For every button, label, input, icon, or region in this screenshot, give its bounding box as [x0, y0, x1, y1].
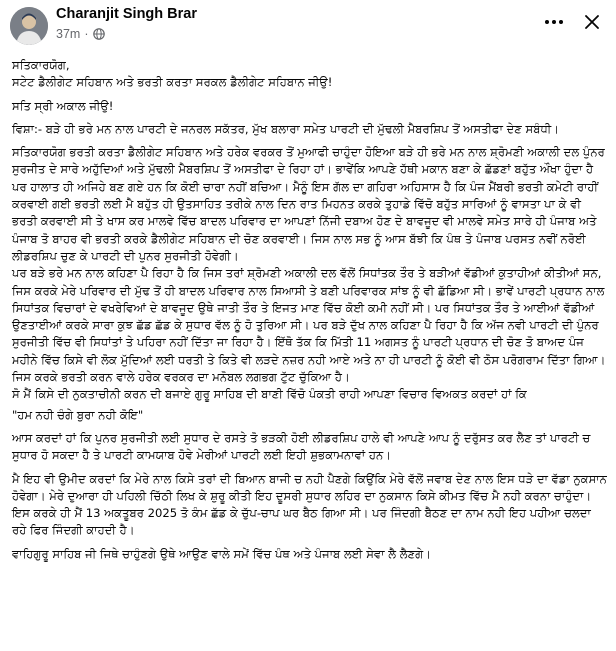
post-header: [0, 0, 616, 56]
salutation: ਸਤਿ ਸ੍ਰੀ ਅਕਾਲ ਜੀਉ!: [12, 98, 114, 113]
expectation-paragraph: ਮੈ ਇਹ ਵੀ ਉਮੀਦ ਕਰਦਾਂ ਕਿ ਮੇਰੇ ਨਾਲ ਕਿਸੇ ਤਰਾਂ ਦੀ ਬਿਆਨ ਬਾਜੀ ਚ ਨਹੀ ਪੈਣਗੇ ਕਿਉਂਕਿ ਮੇਰੇ ਵੱਲੋਂ ਜਵਾਬ ਦੇਣ ਨਾਲ ਇਸ ਧੜੇ ਦਾ ਵੱਡਾ ਨੁਕਸਾਨ ਹੋਵੇਗਾ। ਮੇਰੇ ਦੁਆਰਾ ਹੀ ਪਹਿਲੀ ਚਿੱਠੀ ਲਿਖ ਕੇ ਸ਼ੁਰੂ ਕੀਤੀ ਇਹ ਦੂਸਰੀ ਸੁਧਾਰ ਲਹਿਰ ਦਾ ਨੁਕਸਾਨ ਕਿਸੇ ਕੀਮਤ ਵਿੱਚ ਮੈ ਨਹੀ ਕਰਨਾ ਚਾਹੁੰਦਾ। ਇਸ ਕਰਕੇ ਹੀ ਮੈਂ 13 ਅਕਤੂਬਰ 2025 ਤੋ ਕੰਮ ਛੱਡ ਕੇ ਚੁੱਪ-ਚਾਪ ਘਰ ਬੈਠ ਗਿਆ ਸੀ। ਪਰ ਜਿੰਦਗੀ ਬੈਠਣ ਦਾ ਨਾਮ ਨਹੀ ਇਹ ਪਹੀਆ ਚਲਦਾ ਰਹੇ ਫਿਰ ਜਿੰਦਗੀ ਕਾਹਦੀ ਹੈ।: [12, 471, 607, 538]
closing-line: ਵਾਹਿਗੁਰੂ ਸਾਹਿਬ ਜੀ ਜਿਥੇ ਚਾਹੁੰਣਗੇ ਉਥੇ ਆਉਣ ਵਾਲੇ ਸਮੇਂ ਵਿੱਚ ਪੰਥ ਅਤੇ ਪੰਜਾਬ ਲਈ ਸੇਵਾ ਲੈ ਲੈਣਗੇ।: [12, 546, 432, 561]
close-icon[interactable]: [582, 12, 602, 32]
subject-line: ਵਿਸ਼ਾ:- ਬੜੇ ਹੀ ਭਰੇ ਮਨ ਨਾਲ ਪਾਰਟੀ ਦੇ ਜਨਰਲ ਸਕੱਤਰ, ਮੁੱਖ ਬਲਾਰਾ ਸਮੇਤ ਪਾਰਟੀ ਦੀ ਮੁੱਢਲੀ ਮੈਬਰਸ਼ਿਪ ਤੋਂ ਅਸਤੀਫਾ ਦੇਣ ਸਬੰਧੀ।: [12, 121, 560, 136]
globe-icon[interactable]: [93, 28, 105, 40]
avatar[interactable]: [10, 7, 48, 45]
post-body: [12, 57, 608, 569]
post-time[interactable]: 37m: [56, 27, 81, 41]
post-actions: [542, 10, 602, 34]
more-icon[interactable]: [542, 10, 566, 34]
post-meta: [56, 27, 105, 41]
quote-line: "ਹਮ ਨਹੀ ਚੰਗੇ ਬੁਰਾ ਨਹੀ ਕੋਇ": [12, 407, 144, 422]
meta-separator: ·: [84, 27, 89, 41]
author-name[interactable]: Charanjit Singh Brar: [56, 6, 197, 22]
hope-paragraph: ਆਸ ਕਰਦਾਂ ਹਾਂ ਕਿ ਪੁਨਰ ਸੁਰਜੀਤੀ ਲਈ ਸੁਧਾਰ ਦੇ ਰਸਤੇ ਤੋ ਭੜਕੀ ਹੋਈ ਲੀਡਰਸ਼ਿਪ ਹਾਲੇ ਵੀ ਆਪਣੇ ਆਪ ਨੂੰ ਦਰੁੱਸਤ ਕਰ ਲੈਣ ਤਾਂ ਪਾਰਟੀ ਚ ਸੁਧਾਰ ਹੋ ਸਕਦਾ ਹੈ ਤੇ ਪਾਰਟੀ ਕਾਮਯਾਬ ਹੋਵੇ ਮੇਰੀਆਂ ਪਾਰਟੀ ਲਈ ਇਹੀ ਸ਼ੁਭਕਾਮਨਾਵਾਂ ਹਨ।: [12, 430, 591, 463]
main-paragraph: ਸਤਿਕਾਰਯੋਗ ਭਰਤੀ ਕਰਤਾ ਡੈਲੀਗੇਟ ਸਹਿਬਾਨ ਅਤੇ ਹਰੇਕ ਵਰਕਰ ਤੋਂ ਮੁਆਫੀ ਚਾਹੁੰਦਾ ਹੋਇਆ ਬੜੇ ਹੀ ਭਰੇ ਮਨ ਨਾਲ ਸ਼੍ਰੋਮਣੀ ਅਕਾਲੀ ਦਲ ਪੁੰਨਰ ਸੁਰਜੀਤ ਦੇ ਸਾਰੇ ਅਹੁੱਦਿਆਂ ਅਤੇ ਮੁੱਢਲੀ ਮੈਬਰਸ਼ਿਪ ਤੋਂ ਅਸਤੀਫਾ ਦੇ ਰਿਹਾ ਹਾਂ। ਭਾਵੇਂਕਿ ਆਪਣੇ ਹੱਥੀ ਮਕਾਨ ਬਣਾ ਕੇ ਛੱਡਣਾਂ ਬਹੁੱਤ ਔਖਾ ਹੁੰਦਾ ਹੈ ਪਰ ਹਾਲਾਤ ਹੀ ਅਜਿਹੇ ਬਣ ਗਏ ਹਨ ਕਿ ਕੋਈ ਚਾਰਾ ਨਹੀਂ ਬਚਿਆ। ਮੈਨੂੰ ਇਸ ਗੱਲ ਦਾ ਗਹਿਰਾ ਅਹਿਸਾਸ ਹੈ ਕਿ ਪੰਜ ਮੈਂਬਰੀ ਭਰਤੀ ਕਮੇਟੀ ਰਾਹੀਂ ਕਰਵਾਈ ਗਈ ਭਰਤੀ ਲਈ ਮੈ ਬਹੁੱਤ ਹੀ ਉਤਸਾਹਿਤ ਤਰੀਕੇ ਨਾਲ ਦਿਨ ਰਾਤ ਮਿਹਨਤ ਕਰਕੇ ਤੁਹਾਡੇ ਵਿੱਚੋ ਬਹੁੱਤ ਸਾਰਿਆਂ ਨੂੰ ਵਾਸਤਾ ਪਾ ਕੇ ਵੀ ਭਰਤੀ ਕਰਵਾਈ ਸੀ ਤੇ ਖਾਸ ਕਰ ਮਾਲਵੇ ਵਿੱਚ ਬਾਦਲ ਪਰਿਵਾਰ ਦਾ ਆਪਣਾਂ ਨਿੱਜੀ ਦਬਾਅ ਹੋਣ ਦੇ ਬਾਵਜੂਦ ਵੀ ਮਾਲਵੇ ਸਮੇਤ ਸਾਰੇ ਹੀ ਪੰਜਾਬ ਅਤੇ ਪੰਜਾਬ ਤੋ ਬਾਹਰ ਵੀ ਭਰਤੀ ਕਰਕੇ ਡੈਲੀਗੇਟ ਸਹਿਬਾਨ ਦੀ ਚੋਣ ਕਰਵਾਈ। ਜਿਸ ਨਾਲ ਸਭ ਨੂੰ ਆਸ ਬੱਝੀ ਕਿ ਪੰਥ ਤੇ ਪੰਜਾਬ ਪਰਸਤ ਨਵੀਂ ਨਰੋਈ ਲੀਡਰਸ਼ਿਪ ਚੁਣ ਕੇ ਪਾਰਟੀ ਦੀ ਪੁਨਰ ਸੁਰਜੀਤੀ ਹੋਵੇਗੀ। ਪਰ ਬੜੇ ਭਰੇ ਮਨ ਨਾਲ ਕਹਿਣਾ ਪੈ ਰਿਹਾ ਹੈ ਕਿ ਜਿਸ ਤਰਾਂ ਸ਼੍ਰੋਮਣੀ ਅਕਾਲੀ ਦਲ ਵੱਲੋਂ ਸਿਧਾਂਤਕ ਤੌਰ ਤੇ ਬੜੀਆਂ ਵੱਡੀਆਂ ਕੁਤਾਹੀਆਂ ਕੀਤੀਆਂ ਸਨ, ਜਿਸ ਕਰਕੇ ਮੇਰੇ ਪਰਿਵਾਰ ਦੀ ਮੁੱਢ ਤੋਂ ਹੀ ਬਾਦਲ ਪਰਿਵਾਰ ਨਾਲ ਸਿਆਸੀ ਤੇ ਬਣੀ ਪਰਿਵਾਰਕ ਸਾਂਝ ਨੂੰ ਵੀ ਛੱਡਿਆ ਸੀ। ਭਾਵੇਂ ਪਾਰਟੀ ਪ੍ਰਧਾਨ ਨਾਲ ਸਿਧਾਂਤਕ ਵਿਚਾਰਾਂ ਦੇ ਵਖਰੇਵਿਆਂ ਦੇ ਬਾਵਜੂਦ ਉਥੇ ਜਾਤੀ ਤੌਰ ਤੇ ਇਜਤ ਮਾਣ ਵਿੱਚ ਕੋਈ ਕਮੀ ਨਹੀਂ ਸੀ। ਪਰ ਸਿਧਾਂਤਕ ਤੌਰ ਤੇ ਆਈਆਂ ਵੱਡੀਆਂ ਉਣਤਾਈਆਂ ਕਰਕੇ ਸਾਰਾ ਕੁਝ ਛੱਡ ਛੱਡ ਕੇ ਸੁਧਾਰ ਵੱਲ ਨੂੰ ਹੋ ਤੁਰਿਆ ਸੀ। ਪਰ ਬੜੇ ਦੁੱਖ ਨਾਲ ਕਹਿਣਾ ਪੈ ਰਿਹਾ ਹੈ ਕਿ ਅੱਜ ਨਵੀ ਪਾਰਟੀ ਦੀ ਪੁੰਨਰ ਸੁਰਜੀਤੀ ਵਿੱਚ ਵੀ ਸਿਧਾਂਤਾਂ ਤੇ ਪਹਿਰਾ ਨਹੀਂ ਦਿੱਤਾ ਜਾ ਰਿਹਾ ਹੈ। ਇੱਥੋ ਤੱਕ ਕਿ ਮਿੱਤੀ 11 ਅਗਸਤ ਨੂੰ ਪਾਰਟੀ ਪ੍ਰਧਾਨ ਦੀ ਚੋਣ ਤੋ ਬਾਅਦ ਪੰਜ ਮਹੀਨੇ ਵਿੱਚ ਕਿਸੇ ਵੀ ਲੋਕ ਮੁੱਦਿਆਂ ਲਈ ਧਰਤੀ ਤੇ ਕਿਤੇ ਵੀ ਲੜਦੇ ਨਜ਼ਰ ਨਹੀ ਆਏ ਅਤੇ ਨਾ ਹੀ ਪਾਰਟੀ ਨੂੰ ਕੋਈ ਵੀ ਠੋਸ ਪਰੋਗਰਾਮ ਦਿੱਤਾ ਗਿਆ। ਜਿਸ ਕਰਕੇ ਭਰਤੀ ਕਰਨ ਵਾਲੇ ਹਰੇਕ ਵਰਕਰ ਦਾ ਮਨੋਬਲ ਲਗਭਗ ਟੁੱਟ ਚੁੱਕਿਆ ਹੈ। ਸੋ ਮੈਂ ਕਿਸੇ ਦੀ ਨੁਕਤਾਚੀਨੀ ਕਰਨ ਦੀ ਬਜਾਏ ਗੁਰੂ ਸਾਹਿਬ ਦੀ ਬਾਣੀ ਵਿੱਚੋ ਪੰਕਤੀ ਰਾਹੀ ਆਪਣਾ ਵਿਚਾਰ ਵਿਅਕਤ ਕਰਦਾਂ ਹਾਂ ਕਿ: [12, 145, 606, 402]
greeting: ਸਤਿਕਾਰਯੋਗ, ਸਟੇਟ ਡੈਲੀਗੇਟ ਸਹਿਬਾਨ ਅਤੇ ਭਰਤੀ ਕਰਤਾ ਸਰਕਲ ਡੈਲੀਗੇਟ ਸਹਿਬਾਨ ਜੀਉ!: [12, 58, 333, 90]
